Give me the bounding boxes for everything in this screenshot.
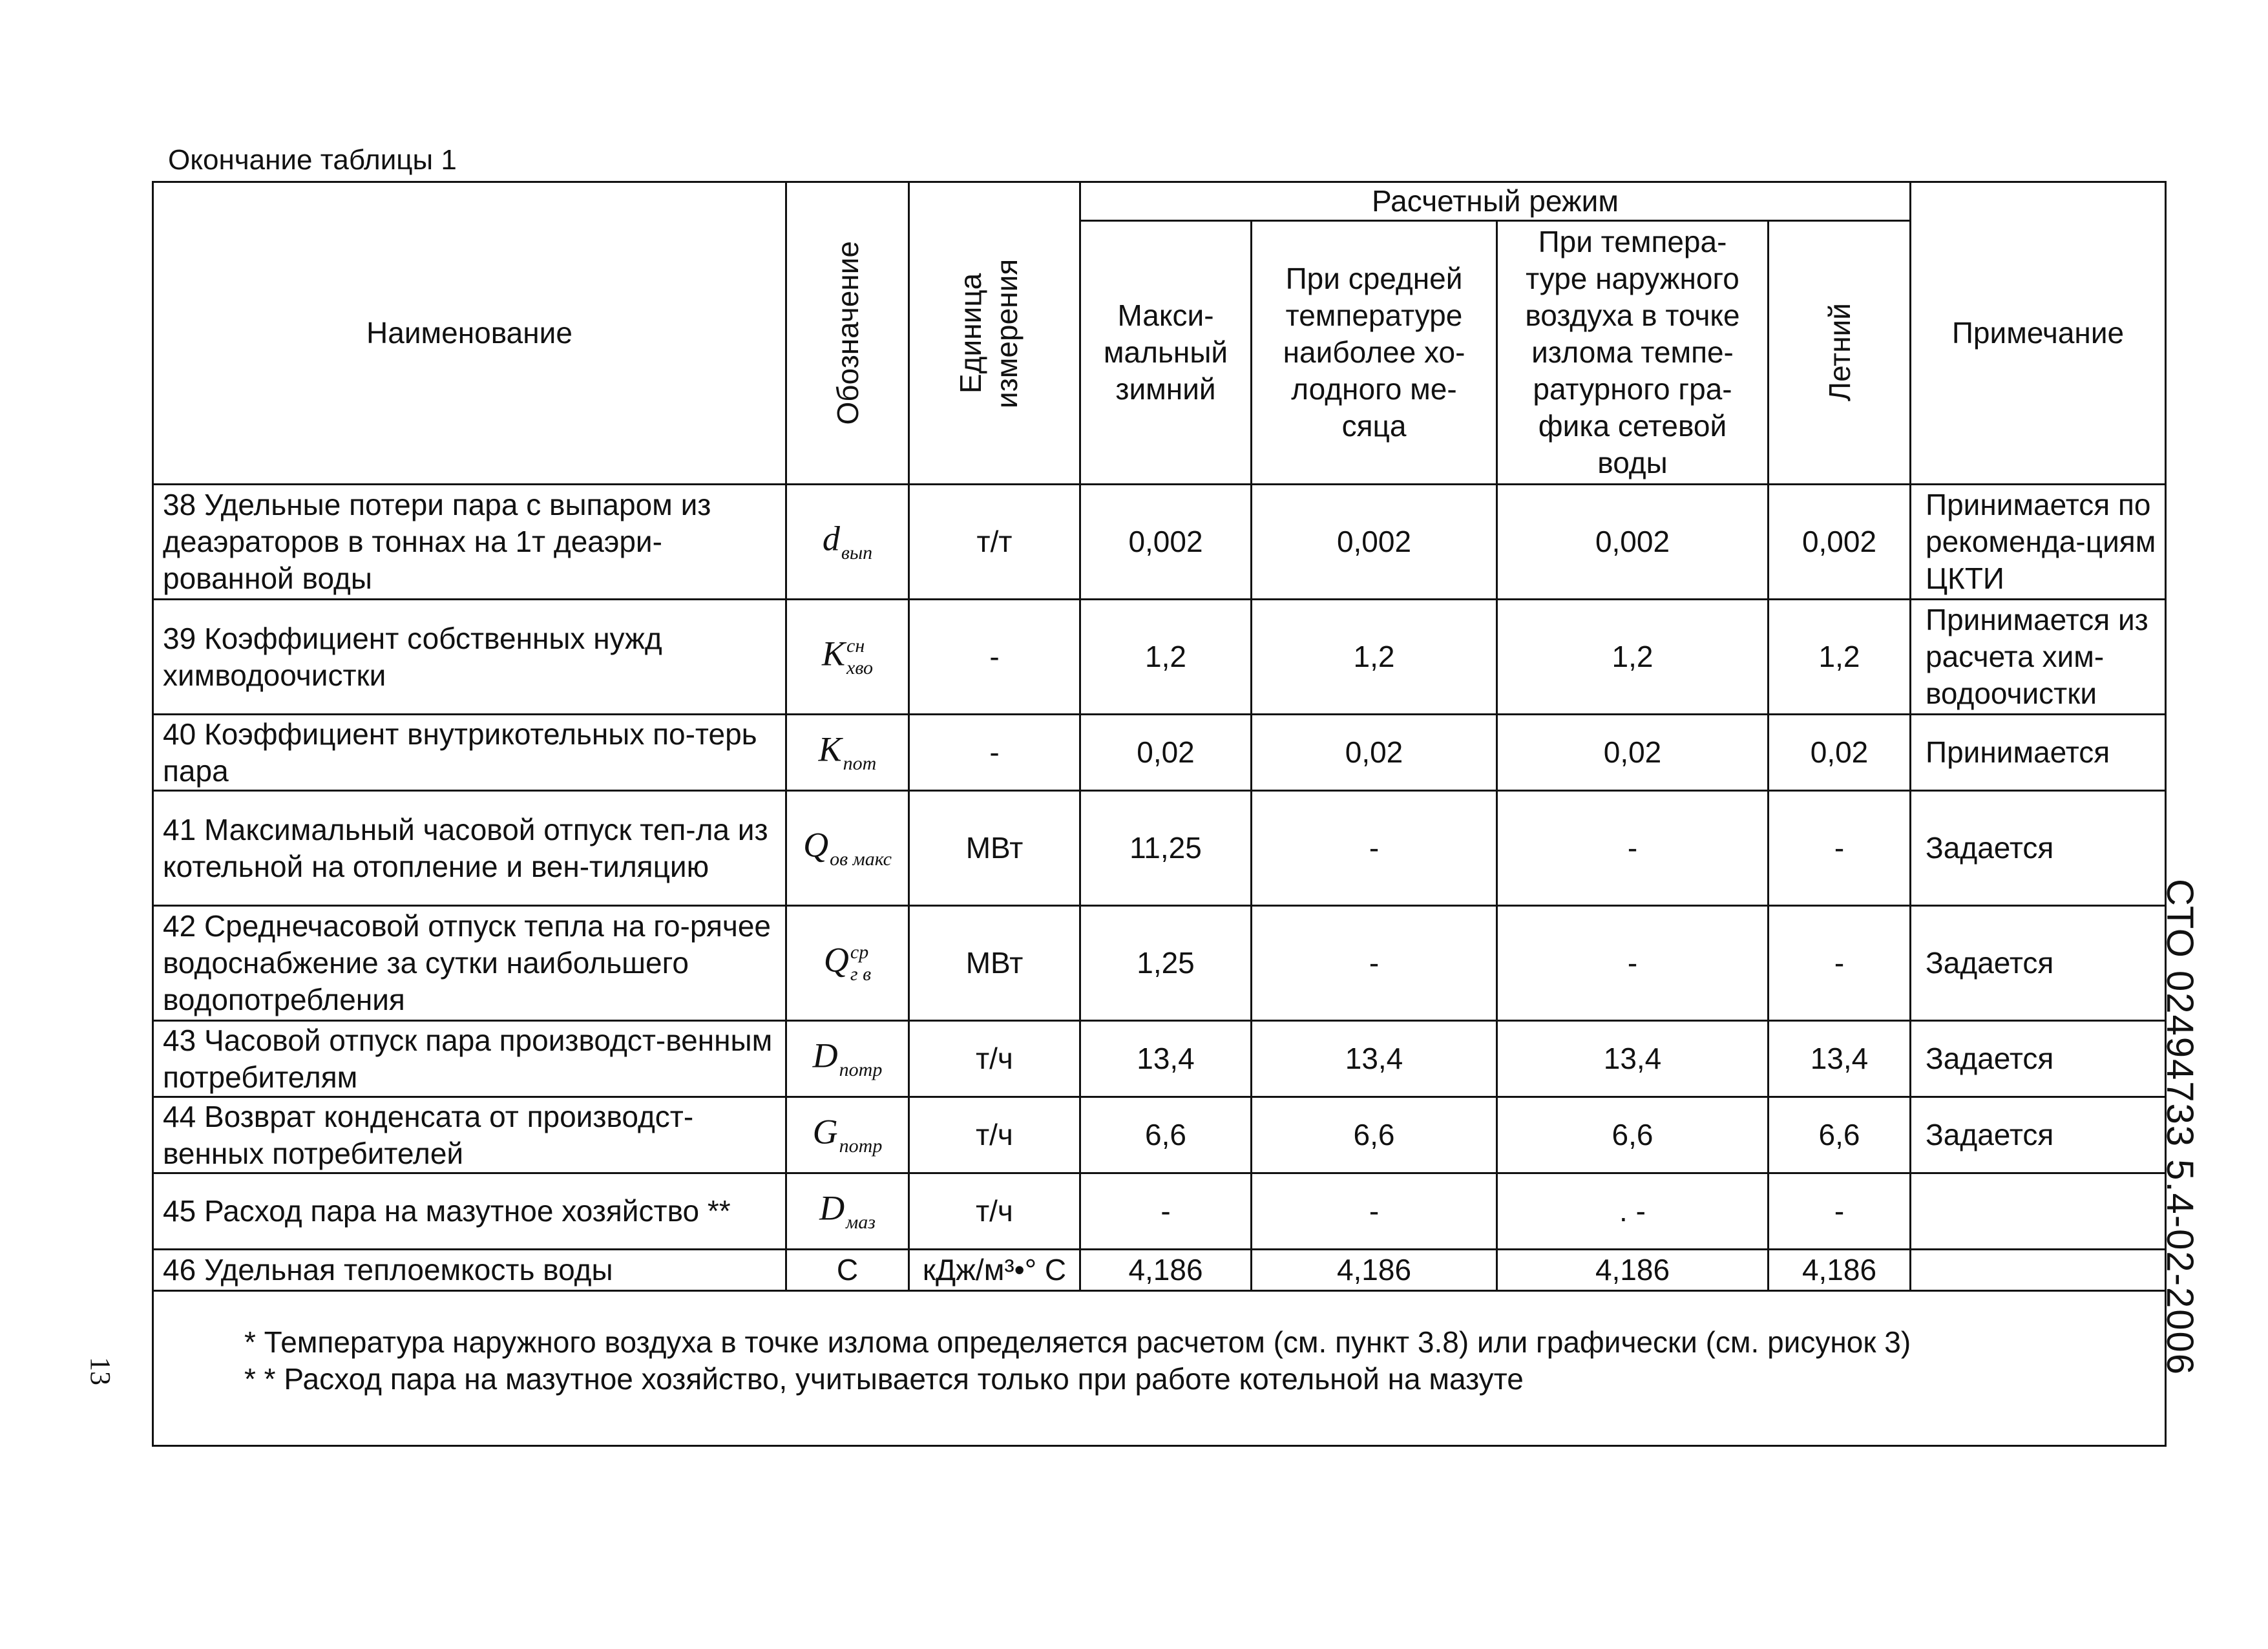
row-value: 0,02 bbox=[1497, 715, 1769, 791]
header-mode-max-winter: Макси-мальный зимний bbox=[1080, 221, 1252, 485]
row-value: - bbox=[1252, 906, 1497, 1021]
row-value: 1,2 bbox=[1080, 600, 1252, 715]
row-value: 4,186 bbox=[1252, 1250, 1497, 1291]
row-value: 11,25 bbox=[1080, 791, 1252, 906]
row-note: Принимается bbox=[1911, 715, 2166, 791]
row-unit: МВт bbox=[909, 906, 1080, 1021]
row-value: 1,2 bbox=[1497, 600, 1769, 715]
row-name: 39 Коэффициент собственных нужд химводоочистки bbox=[153, 600, 786, 715]
row-symbol: D потр bbox=[786, 1021, 909, 1097]
row-unit: т/ч bbox=[909, 1021, 1080, 1097]
row-symbol: K сн хво bbox=[786, 600, 909, 715]
row-value: 0,002 bbox=[1252, 485, 1497, 600]
row-unit: - bbox=[909, 600, 1080, 715]
row-value: 1,2 bbox=[1252, 600, 1497, 715]
row-unit: кДж/м³•° С bbox=[909, 1250, 1080, 1291]
row-symbol: K пот bbox=[786, 715, 909, 791]
row-name: 41 Максимальный часовой отпуск теп-ла из котельной на отопление и вен-тиляцию bbox=[153, 791, 786, 906]
row-value: 0,02 bbox=[1252, 715, 1497, 791]
table-row bbox=[153, 600, 2166, 715]
page-number: 13 bbox=[85, 1357, 116, 1385]
row-value: - bbox=[1252, 1173, 1497, 1250]
row-value: 6,6 bbox=[1769, 1097, 1911, 1173]
header-mode-summer: Летний bbox=[1769, 221, 1911, 485]
row-note: Задается bbox=[1911, 791, 2166, 906]
row-value: 13,4 bbox=[1769, 1021, 1911, 1097]
row-value: 6,6 bbox=[1252, 1097, 1497, 1173]
row-unit: т/ч bbox=[909, 1097, 1080, 1173]
header-name: Наименование bbox=[153, 182, 786, 485]
document-code: СТО 02494733 5.4-02-2006 bbox=[2159, 879, 2201, 1376]
row-value: - bbox=[1769, 1173, 1911, 1250]
row-symbol: Q ср г в bbox=[786, 906, 909, 1021]
row-unit: т/ч bbox=[909, 1173, 1080, 1250]
header-unit: Единица измерения bbox=[909, 182, 1080, 485]
row-note bbox=[1911, 1250, 2166, 1291]
footnote: * Температура наружного воздуха в точке излома определяется расчетом (см. пункт 3.8) или графически (см. рисунок 3) bbox=[244, 1325, 1911, 1359]
row-symbol: d вып bbox=[786, 485, 909, 600]
row-symbol: С bbox=[786, 1250, 909, 1291]
table-row bbox=[153, 715, 2166, 791]
row-value: 13,4 bbox=[1252, 1021, 1497, 1097]
row-note: Принимается из расчета хим-водоочистки bbox=[1911, 600, 2166, 715]
row-value: 0,002 bbox=[1080, 485, 1252, 600]
row-value: 0,002 bbox=[1769, 485, 1911, 600]
row-value: - bbox=[1080, 1173, 1252, 1250]
row-note: Задается bbox=[1911, 1021, 2166, 1097]
row-name: 42 Среднечасовой отпуск тепла на го-рячее водоснабжение за сутки наибольшего водопотребления bbox=[153, 906, 786, 1021]
footnotes-row bbox=[153, 1291, 2166, 1446]
row-note: Задается bbox=[1911, 906, 2166, 1021]
row-value: 13,4 bbox=[1080, 1021, 1252, 1097]
row-note: Принимается по рекоменда-циям ЦКТИ bbox=[1911, 485, 2166, 600]
row-name: 43 Часовой отпуск пара производст-венным потребителям bbox=[153, 1021, 786, 1097]
table-row bbox=[153, 906, 2166, 1021]
header-mode-break-point: При темпера-туре наружного воздуха в точке излома темпе-ратурного гра-фика сетевой воды bbox=[1497, 221, 1769, 485]
row-value: 0,02 bbox=[1769, 715, 1911, 791]
row-name: 44 Возврат конденсата от производст-венных потребителей bbox=[153, 1097, 786, 1173]
table-row bbox=[153, 1097, 2166, 1173]
table-row bbox=[153, 791, 2166, 906]
row-value: 0,002 bbox=[1497, 485, 1769, 600]
row-symbol: D маз bbox=[786, 1173, 909, 1250]
row-name: 45 Расход пара на мазутное хозяйство ** bbox=[153, 1173, 786, 1250]
row-value: 4,186 bbox=[1769, 1250, 1911, 1291]
row-value: - bbox=[1769, 791, 1911, 906]
row-value: - bbox=[1769, 906, 1911, 1021]
row-value: . - bbox=[1497, 1173, 1769, 1250]
row-value: 1,2 bbox=[1769, 600, 1911, 715]
row-value: - bbox=[1497, 906, 1769, 1021]
row-value: 6,6 bbox=[1497, 1097, 1769, 1173]
row-value: 4,186 bbox=[1497, 1250, 1769, 1291]
row-note: Задается bbox=[1911, 1097, 2166, 1173]
table-row bbox=[153, 1250, 2166, 1291]
table-row bbox=[153, 1021, 2166, 1097]
row-name: 40 Коэффициент внутрикотельных по-терь пара bbox=[153, 715, 786, 791]
row-note bbox=[1911, 1173, 2166, 1250]
table-caption: Окончание таблицы 1 bbox=[168, 144, 457, 176]
table-row bbox=[153, 485, 2166, 600]
header-mode-avg-coldest: При средней температуре наиболее хо-лодного ме-сяца bbox=[1252, 221, 1497, 485]
row-symbol: Q ов макс bbox=[786, 791, 909, 906]
parameters-table bbox=[152, 181, 2167, 1447]
row-unit: МВт bbox=[909, 791, 1080, 906]
header-note: Примечание bbox=[1911, 182, 2166, 485]
row-value: - bbox=[1497, 791, 1769, 906]
footnotes bbox=[153, 1291, 2166, 1446]
row-unit: т/т bbox=[909, 485, 1080, 600]
row-value: 1,25 bbox=[1080, 906, 1252, 1021]
row-value: 0,02 bbox=[1080, 715, 1252, 791]
row-value: 4,186 bbox=[1080, 1250, 1252, 1291]
row-value: 13,4 bbox=[1497, 1021, 1769, 1097]
row-unit: - bbox=[909, 715, 1080, 791]
row-name: 38 Удельные потери пара с выпаром из деаэраторов в тоннах на 1т деаэри-рованной воды bbox=[153, 485, 786, 600]
row-value: - bbox=[1252, 791, 1497, 906]
header-mode-group: Расчетный режим bbox=[1080, 182, 1911, 221]
row-value: 6,6 bbox=[1080, 1097, 1252, 1173]
row-symbol: G потр bbox=[786, 1097, 909, 1173]
footnote: * * Расход пара на мазутное хозяйство, учитывается только при работе котельной на мазуте bbox=[244, 1362, 1524, 1396]
table-row bbox=[153, 1173, 2166, 1250]
row-name: 46 Удельная теплоемкость воды bbox=[153, 1250, 786, 1291]
header-designation: Обозначение bbox=[786, 182, 909, 485]
